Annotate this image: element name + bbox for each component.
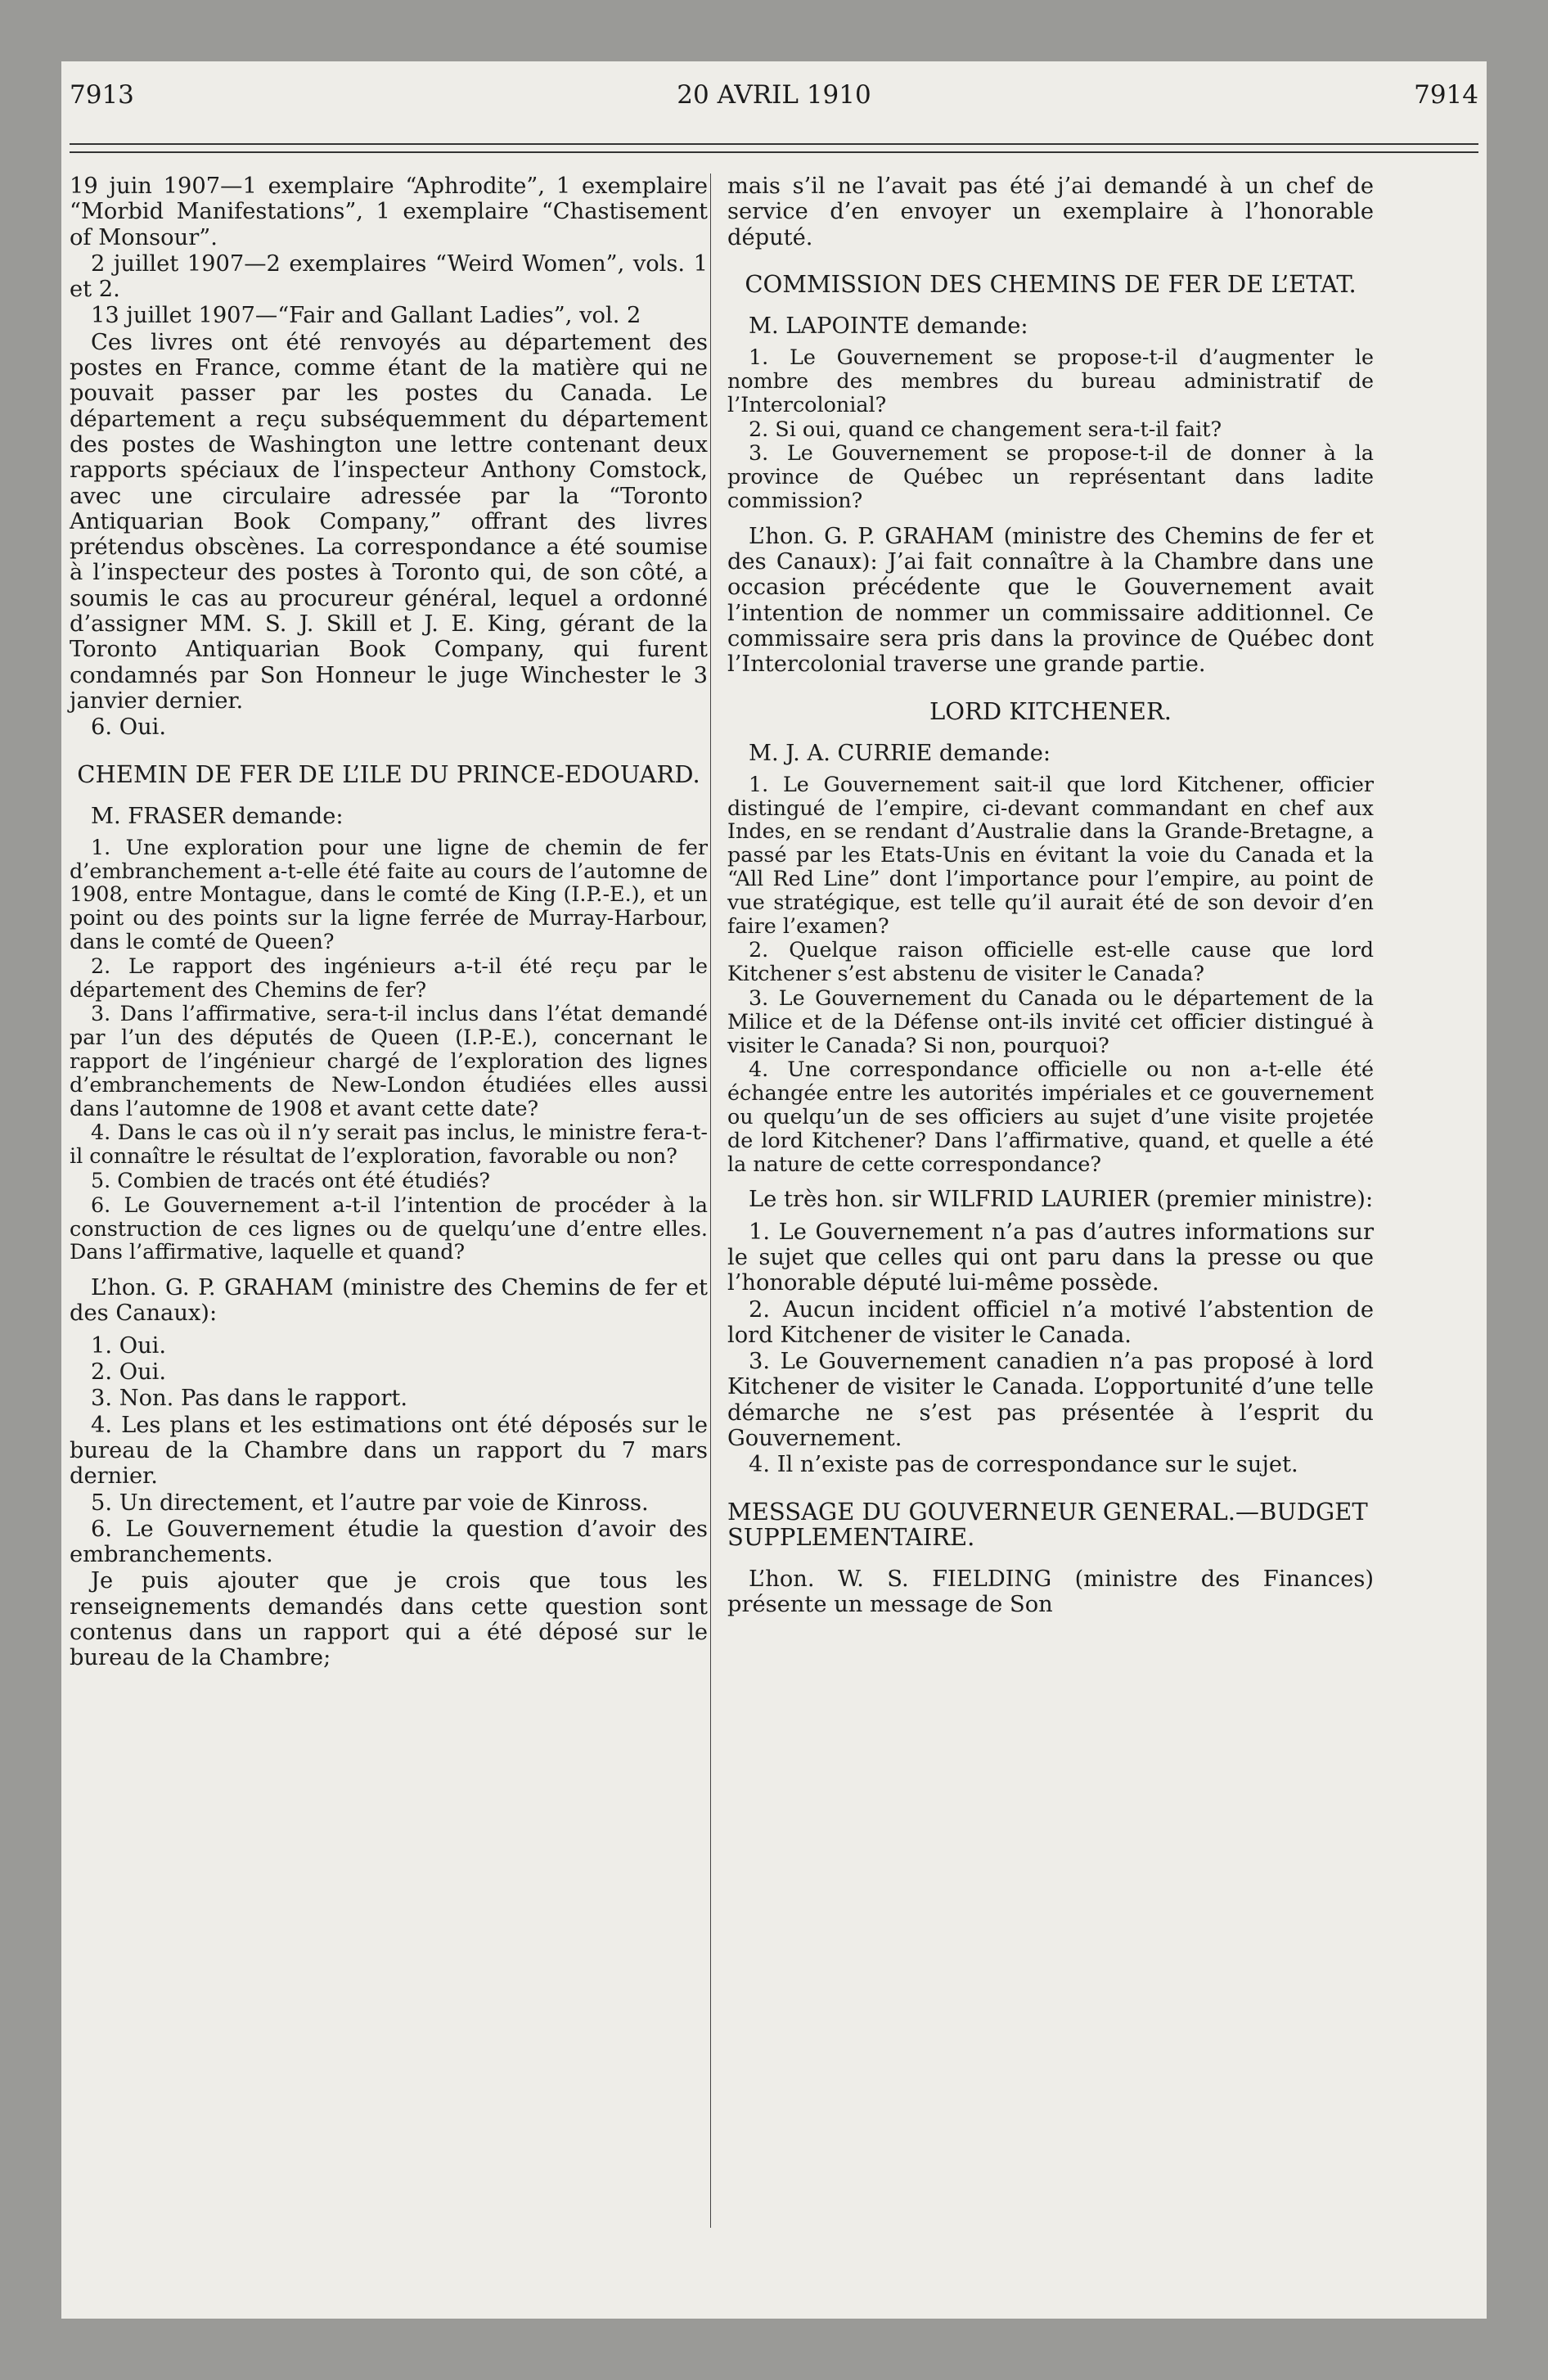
question-item: 2. Le rapport des ingénieurs a-t-il été reçu par le département des Chemins de fer? — [70, 953, 708, 1002]
paragraph: 3. Le Gouvernement canadien n’a pas proposé à lord Kitchener de visiter le Canada. L’opportunité d’une telle démarche ne s’est pas présentée à l’esprit du Gouvernement. — [727, 1349, 1374, 1452]
speaker-line: Le très hon. sir WILFRID LAURIER (premier ministre): — [749, 1187, 1374, 1213]
question-item: 6. Le Gouvernement a-t-il l’intention de procéder à la construction de ces lignes ou de quelqu’une d’entre elles. Dans l’affirmative, laquelle et quand? — [70, 1192, 708, 1264]
page-number-left: 7913 — [70, 80, 134, 110]
header-date: 20 AVRIL 1910 — [677, 80, 871, 110]
running-header — [70, 80, 1478, 113]
speaker-line: L’hon. G. P. GRAHAM (ministre des Chemins de fer et des Canaux): J’ai fait connaître à la Chambre dans une occasion précédente que le Gouvernement avait l’intention de nommer un commissaire additionnel. Ce commissaire sera pris dans la province de Québec dont l’Intercolonial traverse une grande partie. — [727, 523, 1374, 678]
question-item: 1. Une exploration pour une ligne de chemin de fer d’embranchement a-t-elle été faite au cours de l’automne de 1908, entre Montague, dans le comté de King (I.P.-E.), et un point ou des points sur la ligne ferrée de Murray-Harbour, dans le comté de Queen? — [70, 834, 708, 954]
paragraph: 2 juillet 1907—2 exemplaires “Weird Women”, vols. 1 et 2. — [70, 250, 708, 303]
question-item: 1. Le Gouvernement se propose-t-il d’augmenter le nombre des membres du bureau administratif de l’Intercolonial? — [727, 345, 1374, 417]
question-item: 1. Le Gouvernement sait-il que lord Kitchener, officier distingué de l’empire, ci-devant commandant en chef aux Indes, en se rendant d’Australie dans la Grande-Bretagne, a passé par les Etats-Unis en évitant la voie du Canada et la “All Red Line” dont l’importance pour l’empire, au point de vue stratégique, est telle qu’il aurait été de son devoir d’en faire l’examen? — [727, 771, 1374, 938]
speaker-line: M. LAPOINTE demande: — [749, 313, 1028, 339]
paragraph: 4. Il n’existe pas de correspondance sur le sujet. — [749, 1452, 1298, 1478]
question-item: 4. Une correspondance officielle ou non a-t-elle été échangée entre les autorités impériales et ce gouvernement ou quelqu’un de ses officiers au sujet d’une visite projetée de lord Kitchener? Dans l’affirmative, quand, et quelle a été la nature de cette correspondance? — [727, 1057, 1374, 1176]
page-number-right: 7914 — [1414, 80, 1478, 110]
paragraph: Ces livres ont été renvoyés au département des postes en France, comme étant de la matière qui ne pouvait passer par les postes du Canada. Le département a reçu subséquemment du département des postes de Washington une lettre contenant deux rapports spéciaux de l’inspecteur Anthony Comstock, avec une circulaire adressée par la “Toronto Antiquarian Book Company,” offrant des livres prétendus obscènes. La correspondance a été soumise à l’inspecteur des postes à Toronto qui, de son côté, a soumis le cas au procureur général, lequel a ordonné d’assigner MM. S. J. Skill et J. E. King, gérant de la Toronto Antiquarian Book Company, qui furent condamnés par Son Honneur le juge Winchester le 3 janvier dernier. — [70, 329, 708, 714]
question-item: 4. Dans le cas où il n’y serait pas inclus, le ministre fera-t-il connaître le résultat de l’exploration, favorable ou non? — [70, 1120, 708, 1169]
paragraph: 1. Le Gouvernement n’a pas d’autres informations sur le sujet que celles qui ont paru dans la presse ou que l’honorable député lui-même possède. — [727, 1219, 1374, 1296]
paragraph: 6. Le Gouvernement étudie la question d’avoir des embranchements. — [70, 1516, 708, 1568]
speaker-line: M. J. A. CURRIE demande: — [749, 740, 1051, 766]
question-item: 3. Le Gouvernement se propose-t-il de donner à la province de Québec un représentant dans ladite commission? — [727, 440, 1374, 512]
section-heading: CHEMIN DE FER DE L’ILE DU PRINCE-EDOUARD. — [77, 760, 700, 788]
paragraph: mais s’il ne l’avait pas été j’ai demandé à un chef de service d’en envoyer un exemplaire à l’honorable député. — [727, 174, 1374, 250]
speaker-line: L’hon. G. P. GRAHAM (ministre des Chemins de fer et des Canaux): — [70, 1275, 708, 1327]
section-heading: COMMISSION DES CHEMINS DE FER DE L’ETAT. — [745, 269, 1357, 298]
paragraph: 1. Oui. — [91, 1332, 167, 1359]
section-heading: LORD KITCHENER. — [929, 696, 1172, 725]
paragraph: Je puis ajouter que je crois que tous les renseignements demandés dans cette question sont contenus dans un rapport qui a été déposé sur le bureau de la Chambre; — [70, 1568, 708, 1671]
question-item: 3. Dans l’affirmative, sera-t-il inclus dans l’état demandé par l’un des députés de Queen (I.P.-E.), concernant le rapport de l’ingénieur chargé de l’exploration des lignes d’embranchements de New-London étudiées elles aussi dans l’automne de 1908 et avant cette date? — [70, 1001, 708, 1120]
paragraph: 2. Aucun incident officiel n’a motivé l’abstention de lord Kitchener de visiter le Canada. — [727, 1296, 1374, 1348]
paragraph: 13 juillet 1907—“Fair and Gallant Ladies”, vol. 2 — [91, 303, 641, 329]
paragraph: 3. Non. Pas dans le rapport. — [91, 1386, 408, 1412]
right-column — [710, 174, 1374, 2228]
paragraph: 4. Les plans et les estimations ont été déposés sur le bureau de la Chambre dans un rapport du 7 mars dernier. — [70, 1412, 708, 1490]
header-rule-top — [70, 143, 1478, 145]
question-item: 2. Quelque raison officielle est-elle cause que lord Kitchener s’est abstenu de visiter le Canada? — [727, 937, 1374, 986]
header-rule-bottom — [70, 151, 1478, 153]
question-item: 3. Le Gouvernement du Canada ou le département de la Milice et de la Défense ont-ils invité cet officier distingué à visiter le Canada? Si non, pourquoi? — [727, 985, 1374, 1057]
question-item: 2. Si oui, quand ce changement sera-t-il fait? — [749, 416, 1222, 441]
left-column — [70, 174, 708, 1672]
question-item: 5. Combien de tracés ont été étudiés? — [91, 1167, 490, 1192]
paragraph: 19 juin 1907—1 exemplaire “Aphrodite”, 1 exemplaire “Morbid Manifestations”, 1 exemplaire “Chastisement of Monsour”. — [70, 174, 708, 250]
paragraph: 2. Oui. — [91, 1359, 167, 1386]
speaker-line: M. FRASER demande: — [91, 803, 344, 829]
paragraph: 5. Un directement, et l’autre par voie de Kinross. — [91, 1490, 649, 1516]
section-heading: MESSAGE DU GOUVERNEUR GENERAL.—BUDGET SUPPLEMENTAIRE. — [727, 1497, 1368, 1551]
paragraph: L’hon. W. S. FIELDING (ministre des Finances) présente un message de Son — [727, 1566, 1374, 1617]
paragraph: 6. Oui. — [91, 714, 167, 741]
